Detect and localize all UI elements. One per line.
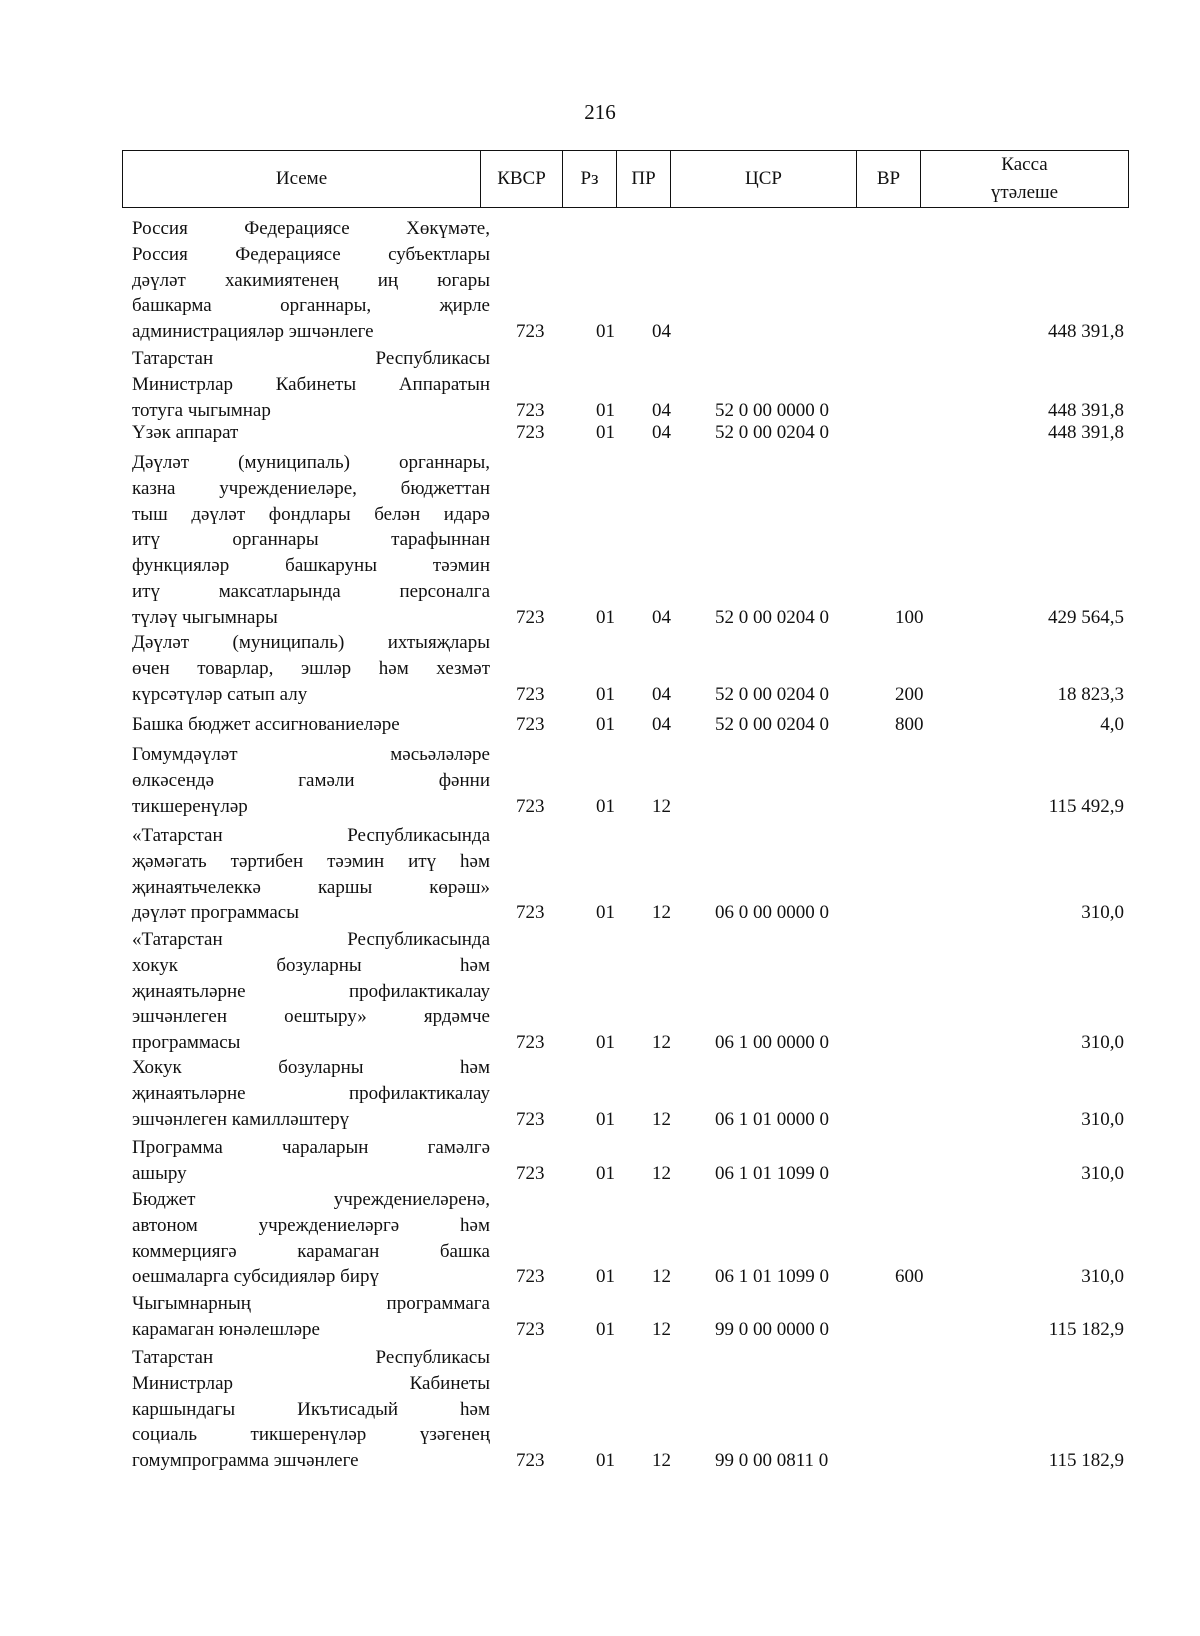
row-sum: 310,0 xyxy=(1081,1108,1124,1130)
row-name-line: карамаган юнәлешләре xyxy=(132,1318,320,1340)
row-rz: 01 xyxy=(596,902,615,924)
row-sum: 448 391,8 xyxy=(1048,399,1124,421)
row-pr: 12 xyxy=(652,902,671,924)
row-name-line: Чыгымнарның программага xyxy=(132,1293,490,1314)
row-name xyxy=(132,1187,490,1290)
row-name-line: гомумпрограмма эшчәнлеге xyxy=(132,1450,359,1472)
row-name-line: башкарма органнары, җирле xyxy=(132,295,490,317)
header-sum-line2: үтәлеше xyxy=(990,182,1059,203)
header-sum xyxy=(921,151,1129,208)
row-sum: 448 391,8 xyxy=(1048,422,1124,443)
row-name-line: җинаятьләрне профилактикалау xyxy=(132,980,490,1002)
row-name-line: эшчәнлеген оештыру» ярдәмче xyxy=(132,1006,490,1028)
header-rz: Рз xyxy=(563,151,617,208)
row-name-line: Министрлар Кабинеты Аппаратын xyxy=(132,373,490,395)
header-vr: ВР xyxy=(857,151,921,208)
row-kvsr: 723 xyxy=(516,1108,545,1130)
row-name-line: хокук бозуларны һәм xyxy=(132,954,490,976)
row-csr: 52 0 00 0204 0 xyxy=(715,422,829,443)
row-name-line: «Татарстан Республикасында xyxy=(132,929,490,950)
row-pr: 04 xyxy=(652,606,671,628)
row-name-line: Гомумдәүләт мәсьәләләре xyxy=(132,744,490,765)
row-kvsr: 723 xyxy=(516,714,545,735)
table-row xyxy=(0,927,1200,1056)
row-csr: 99 0 00 0811 0 xyxy=(715,1450,829,1472)
row-sum: 310,0 xyxy=(1081,1032,1124,1054)
row-name-line: дәүләт программасы xyxy=(132,902,300,924)
table-row xyxy=(0,450,1200,631)
row-vr: 600 xyxy=(895,1266,924,1288)
row-name-line: автоном учреждениеләргә һәм xyxy=(132,1214,490,1236)
row-name xyxy=(132,216,490,345)
table-row xyxy=(0,823,1200,926)
row-kvsr: 723 xyxy=(516,422,545,443)
row-rz: 01 xyxy=(596,422,615,443)
row-name-line: «Татарстан Республикасында xyxy=(132,825,490,846)
row-name-line: дәүләт хакимиятенең иң югары xyxy=(132,269,490,291)
row-csr: 06 1 01 1099 0 xyxy=(715,1266,829,1288)
row-name-line: Программа чараларын гамәлгә xyxy=(132,1137,490,1158)
page-number: 216 xyxy=(584,100,616,124)
row-name xyxy=(132,420,490,446)
table-row xyxy=(0,1187,1200,1290)
row-kvsr: 723 xyxy=(516,795,545,817)
row-csr: 99 0 00 0000 0 xyxy=(715,1318,829,1340)
table-header xyxy=(122,150,1129,208)
row-pr: 12 xyxy=(652,1032,671,1054)
row-pr: 04 xyxy=(652,714,671,735)
row-name-line: ашыру xyxy=(132,1162,187,1184)
row-pr: 12 xyxy=(652,1162,671,1184)
row-name-line: тыш дәүләт фондлары белән идарә xyxy=(132,503,490,525)
table-row xyxy=(0,630,1200,707)
row-rz: 01 xyxy=(596,1162,615,1184)
table-row xyxy=(0,742,1200,819)
table-row xyxy=(0,712,1200,738)
row-pr: 12 xyxy=(652,795,671,817)
row-sum: 310,0 xyxy=(1081,1266,1124,1288)
row-pr: 12 xyxy=(652,1318,671,1340)
row-name-line: өчен товарлар, эшләр һәм хезмәт xyxy=(132,657,490,679)
row-rz: 01 xyxy=(596,1450,615,1472)
row-name xyxy=(132,927,490,1056)
row-name-line: Үзәк аппарат xyxy=(132,422,239,443)
row-kvsr: 723 xyxy=(516,902,545,924)
table-row xyxy=(0,1135,1200,1187)
row-pr: 04 xyxy=(652,399,671,421)
row-name-line: администрацияләр эшчәнлеге xyxy=(132,321,374,343)
row-csr: 52 0 00 0204 0 xyxy=(715,683,829,705)
table-row xyxy=(0,1055,1200,1132)
row-name xyxy=(132,742,490,819)
row-name-line: Татарстан Республикасы xyxy=(132,1347,490,1368)
row-rz: 01 xyxy=(596,399,615,421)
row-name-line: эшчәнлеген камилләштерү xyxy=(132,1108,350,1130)
table-row xyxy=(0,346,1200,423)
table-row xyxy=(0,1345,1200,1474)
row-name xyxy=(132,823,490,926)
row-pr: 04 xyxy=(652,422,671,443)
header-kvsr: КВСР xyxy=(481,151,563,208)
row-rz: 01 xyxy=(596,1318,615,1340)
row-rz: 01 xyxy=(596,1266,615,1288)
row-vr: 800 xyxy=(895,714,924,735)
row-name xyxy=(132,1135,490,1187)
row-name xyxy=(132,346,490,423)
row-name-line: программасы xyxy=(132,1032,241,1054)
header-name: Исеме xyxy=(123,151,481,208)
row-kvsr: 723 xyxy=(516,321,545,343)
row-name xyxy=(132,1291,490,1343)
row-csr: 06 1 01 0000 0 xyxy=(715,1108,829,1130)
row-sum: 310,0 xyxy=(1081,902,1124,924)
row-name-line: каршындагы Икътисадый һәм xyxy=(132,1398,490,1420)
row-kvsr: 723 xyxy=(516,1450,545,1472)
row-rz: 01 xyxy=(596,795,615,817)
row-rz: 01 xyxy=(596,714,615,735)
row-name-line: тикшеренүләр xyxy=(132,795,248,817)
row-name-line: казна учреждениеләре, бюджеттан xyxy=(132,477,490,499)
row-csr: 06 1 00 0000 0 xyxy=(715,1032,829,1054)
row-name-line: Дәүләт (муниципаль) органнары, xyxy=(132,452,490,473)
row-rz: 01 xyxy=(596,321,615,343)
header-csr: ЦСР xyxy=(671,151,857,208)
table-row xyxy=(0,1291,1200,1343)
row-rz: 01 xyxy=(596,606,615,628)
row-vr: 100 xyxy=(895,606,924,628)
row-csr: 52 0 00 0000 0 xyxy=(715,399,829,421)
row-name-line: Хокук бозуларны һәм xyxy=(132,1057,490,1078)
row-name-line: җинаятьләрне профилактикалау xyxy=(132,1082,490,1104)
row-name xyxy=(132,712,490,738)
row-name-line: итү органнары тарафыннан xyxy=(132,529,490,551)
row-name-line: өлкәсендә гамәли фәнни xyxy=(132,769,490,791)
row-kvsr: 723 xyxy=(516,1032,545,1054)
row-rz: 01 xyxy=(596,683,615,705)
row-vr: 200 xyxy=(895,683,924,705)
row-name-line: Татарстан Республикасы xyxy=(132,348,490,369)
row-pr: 04 xyxy=(652,321,671,343)
row-name xyxy=(132,1055,490,1132)
row-sum: 429 564,5 xyxy=(1048,606,1124,628)
row-name-line: Дәүләт (муниципаль) ихтыяҗлары xyxy=(132,632,490,653)
row-sum: 4,0 xyxy=(1100,714,1124,735)
row-kvsr: 723 xyxy=(516,399,545,421)
row-rz: 01 xyxy=(596,1108,615,1130)
row-name-line: җинаятьчелеккә каршы көрәш» xyxy=(132,876,490,898)
row-kvsr: 723 xyxy=(516,1266,545,1288)
row-name-line: Россия Федерациясе субъектлары xyxy=(132,243,490,265)
row-sum: 115 182,9 xyxy=(1048,1318,1124,1340)
row-sum: 115 492,9 xyxy=(1048,795,1124,817)
row-rz: 01 xyxy=(596,1032,615,1054)
row-name-line: итү максатларында персоналга xyxy=(132,580,490,602)
row-name xyxy=(132,450,490,631)
header-sum-line1: Касса xyxy=(1001,154,1048,175)
row-csr: 52 0 00 0204 0 xyxy=(715,606,829,628)
row-sum: 115 182,9 xyxy=(1048,1450,1124,1472)
row-name-line: күрсәтүләр сатып алу xyxy=(132,683,308,705)
row-name xyxy=(132,1345,490,1474)
row-name-line: түләү чыгымнары xyxy=(132,606,278,628)
row-name-line: Башка бюджет ассигнованиеләре xyxy=(132,714,400,735)
row-name-line: җәмәгать тәртибен тәэмин итү һәм xyxy=(132,850,490,872)
row-pr: 12 xyxy=(652,1266,671,1288)
row-name-line: коммерциягә карамаган башка xyxy=(132,1240,490,1262)
row-sum: 448 391,8 xyxy=(1048,321,1124,343)
row-name-line: функцияләр башкаруны тәэмин xyxy=(132,555,490,577)
row-kvsr: 723 xyxy=(516,683,545,705)
row-kvsr: 723 xyxy=(516,606,545,628)
row-name-line: социаль тикшеренүләр үзәгенең xyxy=(132,1424,490,1446)
row-pr: 04 xyxy=(652,683,671,705)
row-name-line: оешмаларга субсидияләр бирү xyxy=(132,1266,379,1288)
row-name-line: тотуга чыгымнар xyxy=(132,399,271,421)
row-kvsr: 723 xyxy=(516,1162,545,1184)
row-name xyxy=(132,630,490,707)
row-name-line: Россия Федерациясе Хөкүмәте, xyxy=(132,218,490,239)
table-row xyxy=(0,420,1200,446)
row-csr: 52 0 00 0204 0 xyxy=(715,714,829,735)
row-name-line: Министрлар Кабинеты xyxy=(132,1372,490,1394)
row-pr: 12 xyxy=(652,1450,671,1472)
row-csr: 06 0 00 0000 0 xyxy=(715,902,829,924)
row-csr: 06 1 01 1099 0 xyxy=(715,1162,829,1184)
header-pr: ПР xyxy=(617,151,671,208)
table-row xyxy=(0,216,1200,345)
row-sum: 310,0 xyxy=(1081,1162,1124,1184)
row-name-line: Бюджет учреждениеләренә, xyxy=(132,1189,490,1210)
row-kvsr: 723 xyxy=(516,1318,545,1340)
row-pr: 12 xyxy=(652,1108,671,1130)
row-sum: 18 823,3 xyxy=(1057,683,1124,705)
